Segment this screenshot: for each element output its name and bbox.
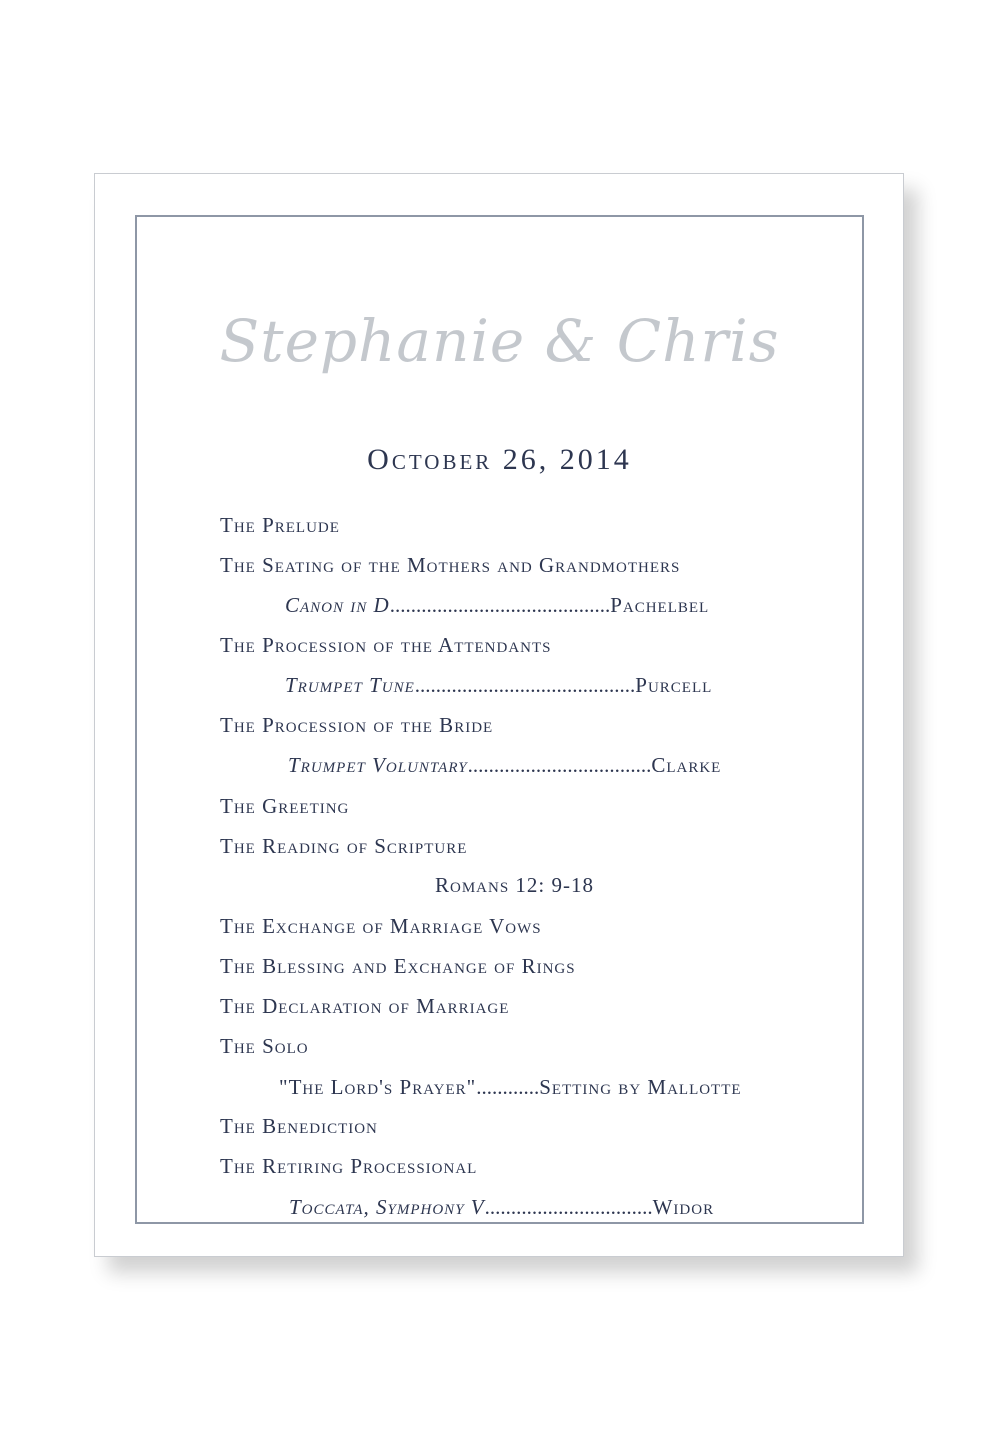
program-item: The Reading of Scripture (220, 834, 468, 858)
music-title: Toccata, Symphony V (289, 1195, 485, 1219)
composer: Setting by Mallotte (539, 1075, 742, 1099)
leader-dots: ............ (476, 1075, 540, 1099)
leader-dots: ................................... (467, 753, 652, 777)
program-item: The Retiring Processional (220, 1154, 478, 1178)
program-item: The Seating of the Mothers and Grandmothers (220, 553, 681, 577)
program-card (94, 173, 904, 1257)
leader-dots: .......................................... (389, 593, 611, 617)
inner-border (135, 215, 864, 1224)
program-item: The Solo (220, 1034, 309, 1058)
program-item: The Blessing and Exchange of Rings (220, 954, 576, 978)
program-item: The Prelude (220, 513, 340, 537)
music-title: Canon in D (285, 593, 390, 617)
music-title: "The Lord's Prayer" (279, 1075, 477, 1099)
program-item: The Exchange of Marriage Vows (220, 914, 542, 938)
scripture-reference: Romans 12: 9-18 (435, 873, 595, 897)
program-item: The Procession of the Attendants (220, 633, 552, 657)
leader-dots: ................................ (484, 1195, 653, 1219)
program-item: The Benediction (220, 1114, 378, 1138)
program-item: The Declaration of Marriage (220, 994, 510, 1018)
music-line (285, 595, 709, 616)
composer: Widor (652, 1195, 715, 1219)
wedding-date: October 26, 2014 (367, 443, 632, 476)
music-line (285, 675, 712, 696)
music-title: Trumpet Tune (285, 673, 415, 697)
music-line (279, 1077, 742, 1098)
leader-dots: .......................................... (414, 673, 636, 697)
composer: Clarke (651, 753, 722, 777)
program-item: The Greeting (220, 794, 350, 818)
music-title: Trumpet Voluntary (288, 753, 468, 777)
music-line (289, 1197, 714, 1218)
couple-names: Stephanie & Chris (219, 307, 780, 375)
composer: Pachelbel (610, 593, 710, 617)
music-line (288, 755, 721, 776)
program-item: The Procession of the Bride (220, 713, 494, 737)
composer: Purcell (635, 673, 713, 697)
